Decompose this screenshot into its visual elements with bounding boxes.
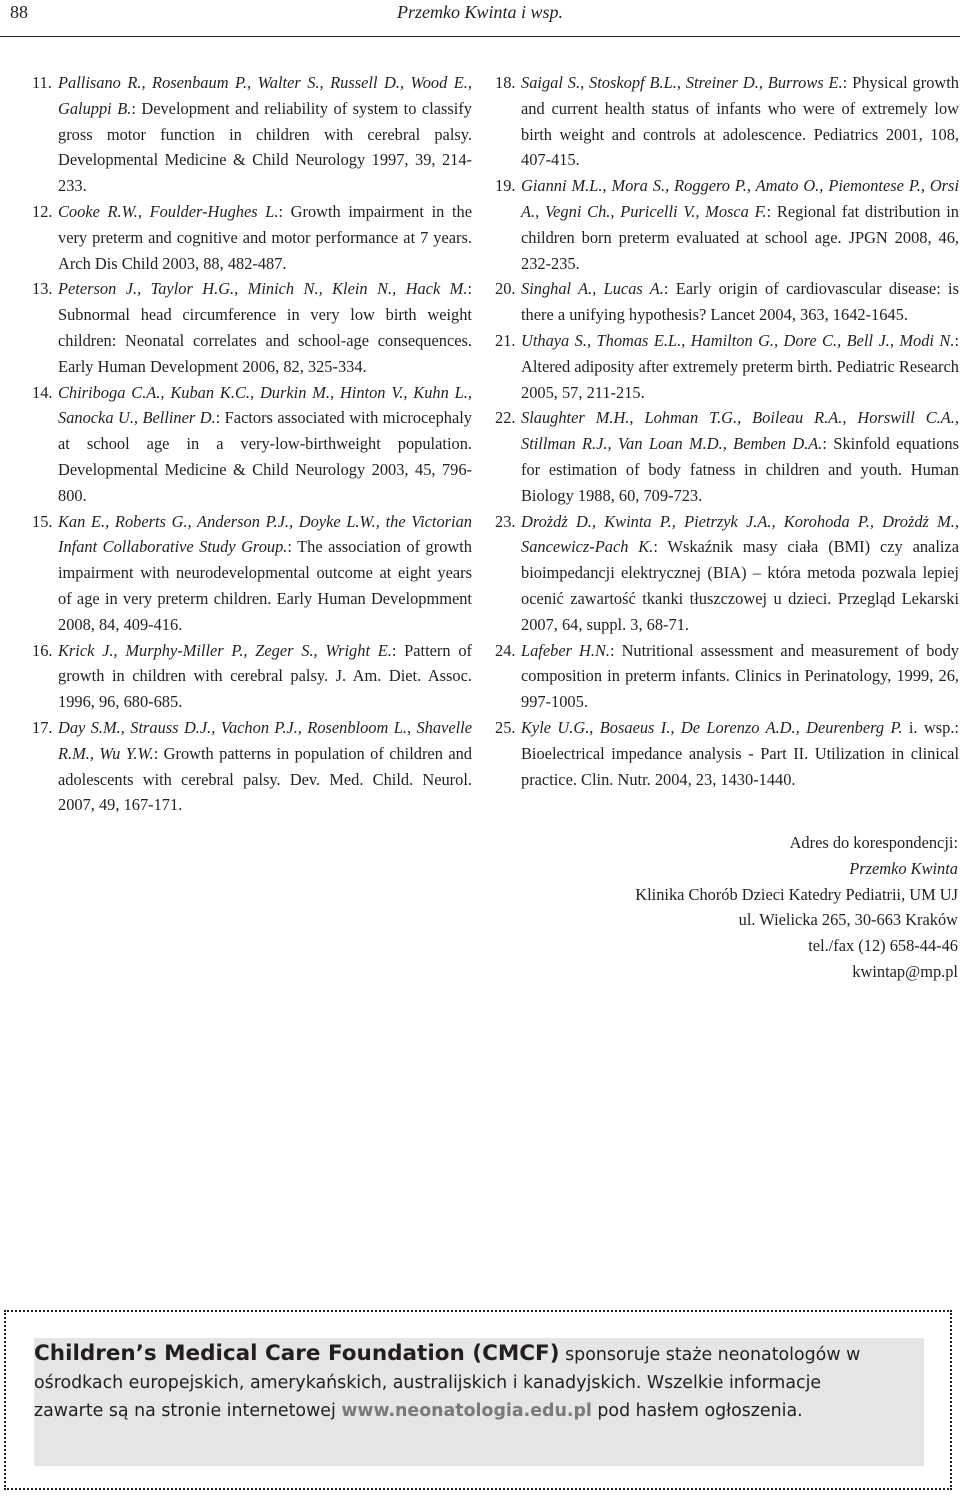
running-head: Przemko Kwinta i wsp. xyxy=(396,2,563,22)
correspondence-name: Przemko Kwinta xyxy=(849,858,958,878)
reference-number: 23. xyxy=(495,511,516,531)
reference-authors: Peterson J., Taylor H.G., Minich N., Klein N., Hack M. xyxy=(58,279,468,299)
reference-text: i. wsp.: Bioelectrical impedance analysis - Part II. Utilization in clinical practice. Clin. Nutr. 2004, 23, 1430-1440. xyxy=(521,717,959,789)
reference-item xyxy=(495,70,959,173)
reference-text: : Pattern of growth in children with cerebral palsy. J. Am. Diet. Assoc. 1996, 96, 680-685. xyxy=(58,640,472,712)
correspondence-label: Adres do korespondencji: xyxy=(789,833,958,852)
correspondence-institution: Klinika Chorób Dzieci Katedry Pediatrii, UM UJ xyxy=(635,884,958,904)
references-left-column xyxy=(32,70,472,818)
reference-item xyxy=(32,715,472,818)
reference-item xyxy=(32,276,472,379)
reference-authors: Singhal A., Lucas A. xyxy=(521,279,664,299)
correspondence-email[interactable]: kwintap@mp.pl xyxy=(852,961,958,981)
reference-number: 14. xyxy=(32,382,53,402)
advert-body-1: sponsoruje staże neonatologów w ośrodkach europejskich, amerykańskich, australijskich i kanadyjskich. Wszelkie informacje zawarte są na stronie internetowej xyxy=(34,1345,861,1421)
reference-number: 15. xyxy=(32,511,53,531)
reference-text: : The association of growth impairment with neurodevelopmental outcome at eight years of age in very preterm children. Early Human Developmment 2008, 84, 409-416. xyxy=(58,537,472,634)
reference-item xyxy=(495,328,959,405)
reference-authors: Slaughter M.H., Lohman T.G., Boileau R.A., Horswill C.A., Stillman R.J., Van Loan M.D., Bemben D.A. xyxy=(521,408,959,454)
reference-number: 16. xyxy=(32,640,53,660)
reference-text: : Subnormal head circumference in very low birth weight children: Neonatal correlates and school-age consequences. Early Human Development 2006, 82, 325-334. xyxy=(58,279,472,376)
reference-authors: Krick J., Murphy-Miller P., Zeger S., Wright E. xyxy=(58,640,392,660)
reference-text: : Skinfold equations for estimation of body fatness in children and youth. Human Biology 1988, 60, 709-723. xyxy=(521,434,959,505)
reference-item xyxy=(495,173,959,276)
reference-item xyxy=(495,405,959,508)
reference-text: : Regional fat distribution in children born preterm evaluated at school age. JPGN 2008, 46, 232-235. xyxy=(521,201,959,273)
reference-number: 19. xyxy=(495,176,516,196)
reference-item xyxy=(32,199,472,276)
reference-number: 22. xyxy=(495,408,516,428)
reference-item xyxy=(495,276,959,328)
reference-number: 25. xyxy=(495,717,516,737)
reference-text: : Factors associated with microcephaly at school age in a very-low-birthweight population. Developmental Medicine & Child Neurology 2003, 45, 796-800. xyxy=(58,408,472,505)
reference-authors: Day S.M., Strauss D.J., Vachon P.J., Rosenbloom L., Shavelle R.M., Wu Y.W. xyxy=(58,717,472,763)
reference-authors: Uthaya S., Thomas E.L., Hamilton G., Dore C., Bell J., Modi N. xyxy=(521,330,955,350)
advert-box xyxy=(4,1310,952,1490)
reference-item xyxy=(495,638,959,715)
reference-authors: Pallisano R., Rosenbaum P., Walter S., Russell D., Wood E., Galuppi B. xyxy=(58,73,472,118)
reference-authors: Lafeber H.N. xyxy=(521,640,610,660)
references-right-column xyxy=(495,70,959,792)
reference-authors: Kyle U.G., Bosaeus I., De Lorenzo A.D., Deurenberg P. xyxy=(521,717,903,737)
reference-item xyxy=(32,70,472,199)
reference-number: 18. xyxy=(495,73,516,92)
reference-text: : Physical growth and current health status of infants who were of extremely low birth weight and controls at adolescence. Pediatrics 2001, 108, 407-415. xyxy=(521,73,959,170)
reference-item xyxy=(32,509,472,638)
advert-url-link[interactable]: www.neonatologia.edu.pl xyxy=(341,1401,592,1421)
reference-text: : Development and reliability of system to classify gross motor function in children with cerebral palsy. Developmental Medicine & Child Neurology 1997, 39, 214-233. xyxy=(58,98,472,196)
reference-number: 20. xyxy=(495,279,516,299)
reference-number: 21. xyxy=(495,330,516,350)
advert-title: Children’s Medical Care Foundation (CMCF) xyxy=(34,1341,560,1366)
reference-text: : Early origin of cardiovascular disease: is there a unifying hypothesis? Lancet 2004, 363, 1642-1645. xyxy=(521,279,959,325)
advert-text xyxy=(34,1340,894,1425)
reference-authors: Gianni M.L., Mora S., Roggero P., Amato O., Piemontese P., Orsi A., Vegni Ch., Puricelli V., Mosca F. xyxy=(521,176,959,221)
reference-authors: Cooke R.W., Foulder-Hughes L. xyxy=(58,201,279,221)
reference-text: : Nutritional assessment and measurement of body composition in preterm infants. Clinics in Perinatology, 1999, 26, 997-1005. xyxy=(521,640,959,712)
reference-authors: Kan E., Roberts G., Anderson P.J., Doyke L.W., the Victorian Infant Collaborative Study Group. xyxy=(58,511,472,557)
reference-text: : Altered adiposity after extremely preterm birth. Pediatric Research 2005, 57, 211-215. xyxy=(521,330,959,402)
reference-text: : Growth impairment in the very preterm and cognitive and motor performance at 7 years. Arch Dis Child 2003, 88, 482-487. xyxy=(58,201,472,273)
reference-number: 13. xyxy=(32,279,53,299)
reference-text: : Wskaźnik masy ciała (BMI) czy analiza bioimpedancji elektrycznej (BIA) – która metoda pozwala lepiej ocenić zawartość tkanki tłuszczowej u dzieci. Przegląd Lekarski 2007, 64, suppl. 3, 68-71. xyxy=(521,537,959,634)
advert-body-2: pod hasłem ogłoszenia. xyxy=(591,1401,803,1421)
reference-item xyxy=(495,509,959,638)
correspondence-street: ul. Wielicka 265, 30-663 Kraków xyxy=(738,910,958,930)
reference-text: : Growth patterns in population of children and adolescents with cerebral palsy. Dev. Med. Child. Neurol. 2007, 49, 167-171. xyxy=(58,743,472,815)
reference-number: 17. xyxy=(32,717,53,737)
reference-number: 12. xyxy=(32,201,53,221)
reference-item xyxy=(495,715,959,792)
reference-item xyxy=(32,638,472,715)
header-rule xyxy=(0,36,960,37)
reference-number: 11. xyxy=(32,73,52,92)
reference-item xyxy=(32,380,472,509)
page-number: 88 xyxy=(10,2,28,22)
reference-authors: Drożdż D., Kwinta P., Pietrzyk J.A., Korohoda P., Drożdż M., Sancewicz-Pach K. xyxy=(521,511,959,557)
reference-authors: Saigal S., Stoskopf B.L., Streiner D., Burrows E. xyxy=(521,73,843,92)
reference-authors: Chiriboga C.A., Kuban K.C., Durkin M., Hinton V., Kuhn L., Sanocka U., Belliner D. xyxy=(58,382,472,428)
correspondence-block xyxy=(635,830,958,985)
correspondence-phone: tel./fax (12) 658-44-46 xyxy=(808,936,958,956)
reference-number: 24. xyxy=(495,640,516,660)
